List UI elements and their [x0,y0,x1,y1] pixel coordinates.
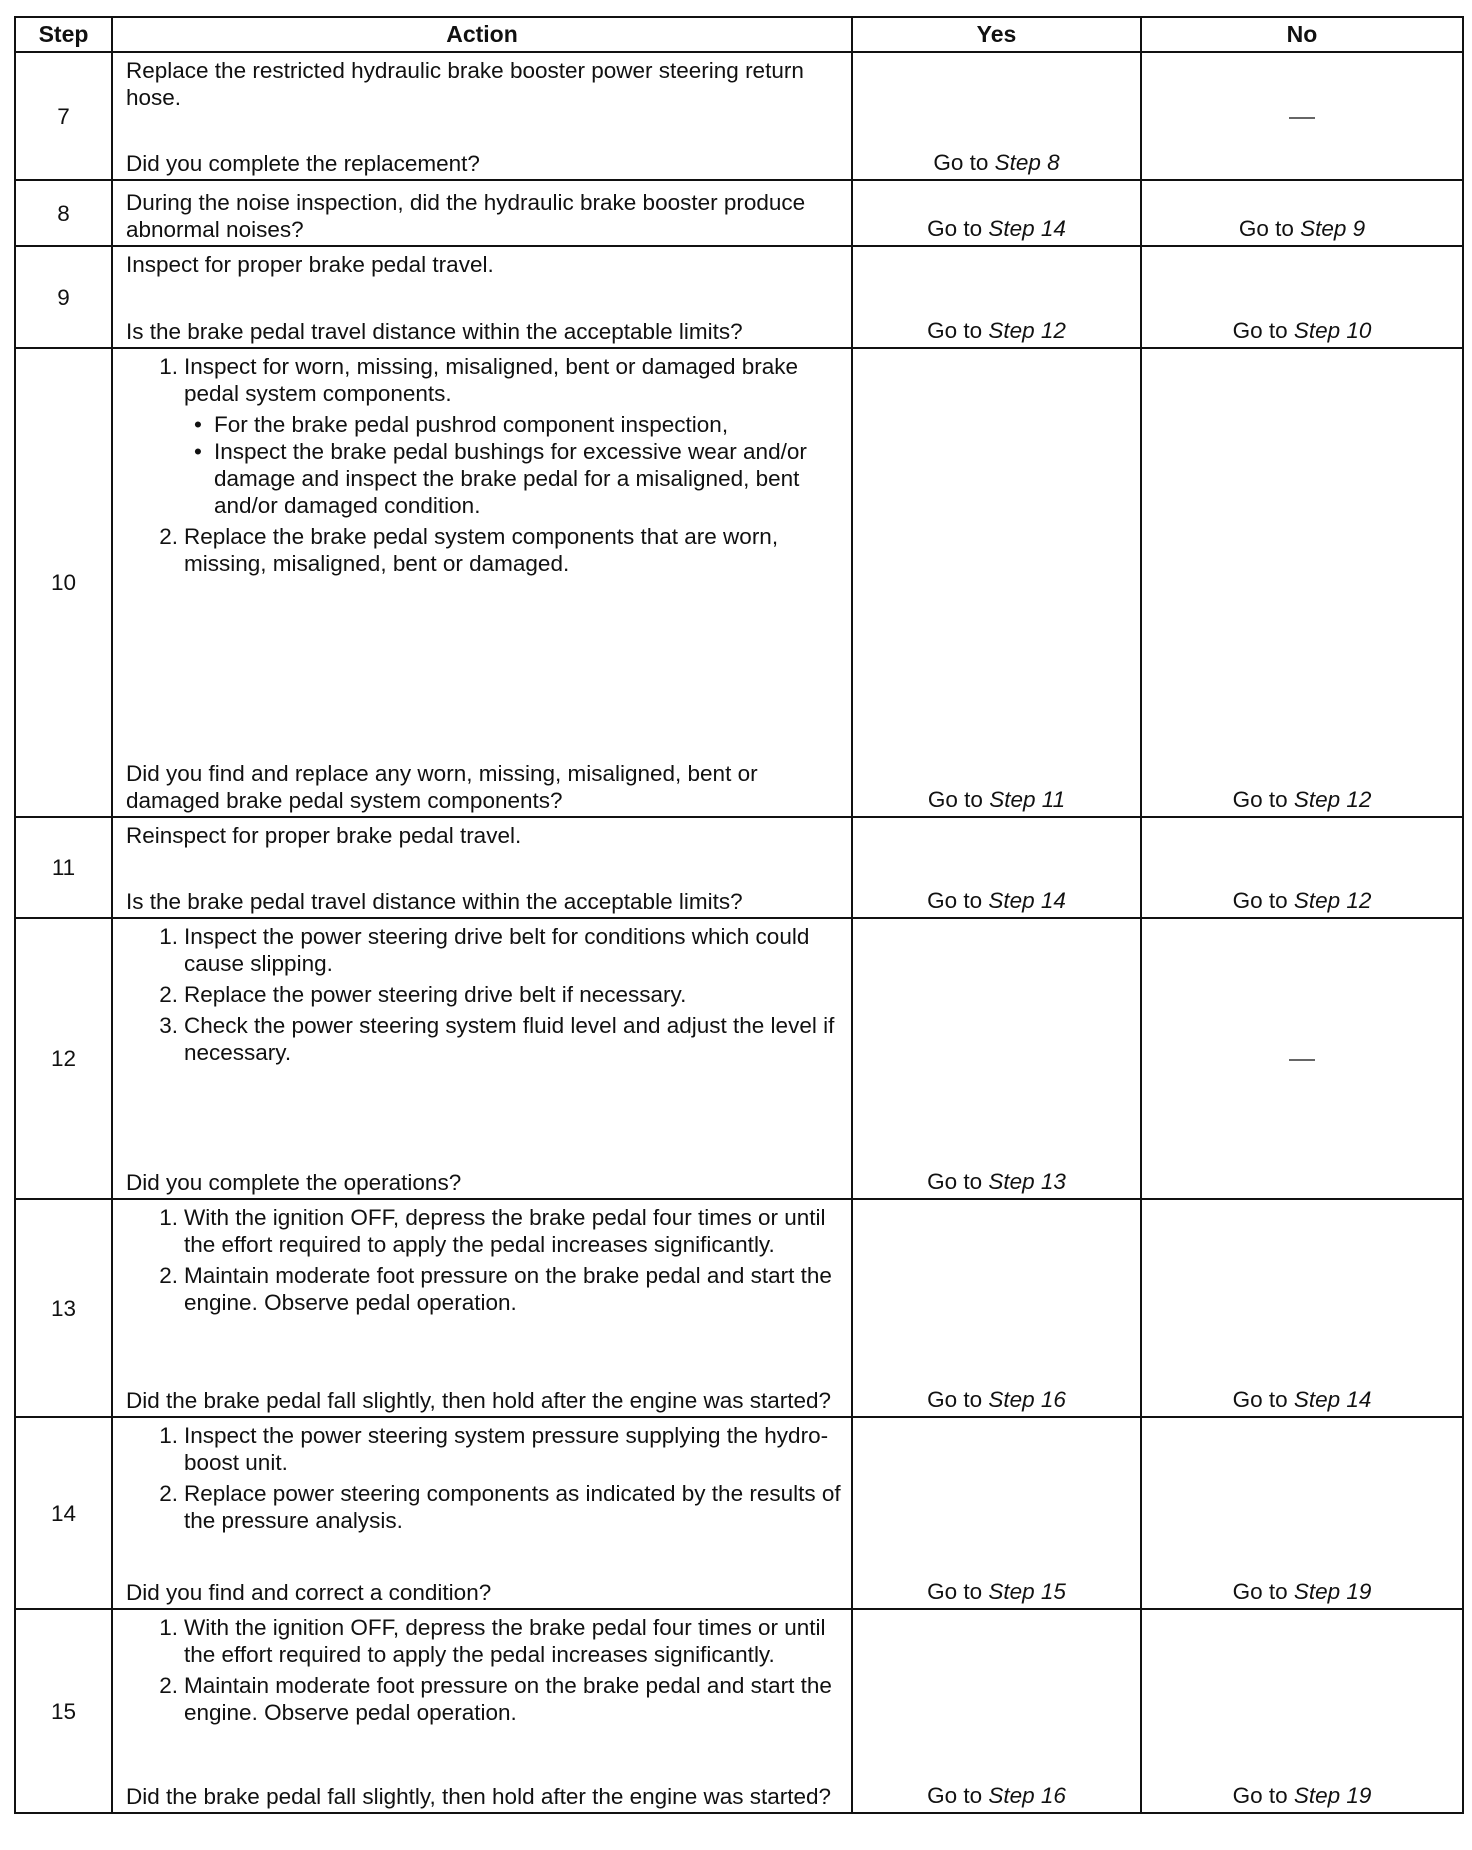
procedure-list [150,1614,841,1726]
header-yes: Yes [852,17,1141,52]
goto-prefix: Go to [927,1579,983,1604]
procedure-list [150,1422,841,1534]
item-number: 1. [159,354,178,379]
action-question: Is the brake pedal travel distance within the acceptable limits? [126,889,743,914]
item-number: 2. [159,1263,178,1288]
no-result-cell [1141,1417,1463,1609]
table-row [15,52,1463,180]
item-number: 1. [159,924,178,949]
item-text: Replace the brake pedal system components that are worn, missing, misaligned, bent or damaged. [184,524,779,576]
step-number: 14 [15,1417,112,1609]
step-number: 9 [15,246,112,348]
item-text: With the ignition OFF, depress the brake pedal four times or until the effort required to apply the pedal increases significantly. [184,1205,826,1257]
yes-result-cell [852,52,1141,180]
goto-step-link: Step 14 [1293,1387,1372,1412]
item-number: 1. [159,1423,178,1448]
step-number: 7 [15,52,112,180]
item-text: With the ignition OFF, depress the brake pedal four times or until the effort required to apply the pedal increases significantly. [184,1615,826,1667]
table-row [15,817,1463,918]
goto-step-link: Step 16 [988,1783,1066,1808]
no-result-cell [1141,348,1463,817]
action-instruction: Reinspect for proper brake pedal travel. [126,823,522,848]
yes-result-cell [852,180,1141,246]
bullet-list [184,411,841,519]
step-number: 15 [15,1609,112,1813]
no-result-cell [1141,180,1463,246]
item-number: 1. [159,1615,178,1640]
goto-prefix: Go to [927,888,983,913]
action-question: Did you complete the operations? [126,1170,462,1195]
goto-step-link: Step 9 [1300,216,1366,241]
procedure-item [150,1262,841,1316]
goto-prefix: Go to [933,150,989,175]
goto-step-link: Step 12 [988,318,1066,343]
no-result-cell [1141,817,1463,918]
goto-prefix: Go to [927,1169,983,1194]
action-question: Did the brake pedal fall slightly, then hold after the engine was started? [126,1388,832,1413]
yes-result-cell [852,817,1141,918]
goto-prefix: Go to [1238,216,1294,241]
bullet-item: • For the brake pedal pushrod component inspection, [184,411,841,438]
action-cell [112,817,852,918]
item-text: Inspect the power steering drive belt for conditions which could cause slipping. [184,924,810,976]
header-row [15,17,1463,52]
procedure-item [150,1672,841,1726]
procedure-item [150,1204,841,1258]
not-applicable-dash [1289,1059,1315,1061]
goto-prefix: Go to [1232,318,1288,343]
step-number: 13 [15,1199,112,1417]
no-result-cell [1141,52,1463,180]
item-text: Replace power steering components as indicated by the results of the pressure analysis. [184,1481,841,1533]
goto-step-link: Step 14 [988,888,1066,913]
item-text: Replace the power steering drive belt if necessary. [184,982,687,1007]
goto-step-link: Step 13 [988,1169,1066,1194]
procedure-item [150,981,841,1008]
table-row [15,1609,1463,1813]
procedure-list [150,353,841,577]
item-text: Check the power steering system fluid level and adjust the level if necessary. [184,1013,835,1065]
action-instruction: Replace the restricted hydraulic brake booster power steering return hose. [126,58,804,110]
step-number: 10 [15,348,112,817]
item-text: Maintain moderate foot pressure on the brake pedal and start the engine. Observe pedal operation. [184,1673,832,1725]
bullet-item: • Inspect the brake pedal bushings for excessive wear and/or damage and inspect the brake pedal for a misaligned, bent and/or damaged condition. [184,438,841,519]
action-cell [112,180,852,246]
action-cell [112,348,852,817]
table-row [15,918,1463,1199]
yes-result-cell [852,1199,1141,1417]
action-instruction: Inspect for proper brake pedal travel. [126,252,494,277]
procedure-item [150,1422,841,1476]
goto-step-link: Step 12 [1293,787,1372,812]
goto-prefix: Go to [927,787,983,812]
procedure-item [150,923,841,977]
item-number: 2. [159,982,178,1007]
item-text: Inspect for worn, missing, misaligned, bent or damaged brake pedal system components. [184,354,799,406]
goto-prefix: Go to [1232,1387,1288,1412]
action-cell [112,918,852,1199]
yes-result-cell [852,1417,1141,1609]
procedure-item [150,1480,841,1534]
action-question: Did you find and replace any worn, missing, misaligned, bent or damaged brake pedal system components? [126,761,758,813]
header-action: Action [112,17,852,52]
procedure-item [150,1012,841,1066]
goto-step-link: Step 19 [1293,1579,1372,1604]
goto-prefix: Go to [927,1783,983,1808]
action-question: Did the brake pedal fall slightly, then hold after the engine was started? [126,1784,832,1809]
action-question: Did you complete the replacement? [126,151,480,176]
procedure-item [150,1614,841,1668]
procedure-list [150,1204,841,1316]
goto-prefix: Go to [1232,787,1288,812]
goto-prefix: Go to [927,318,983,343]
goto-prefix: Go to [1232,888,1288,913]
table-row [15,348,1463,817]
step-number: 11 [15,817,112,918]
goto-step-link: Step 19 [1293,1783,1372,1808]
no-result-cell [1141,246,1463,348]
action-cell [112,1417,852,1609]
table-row [15,1417,1463,1609]
yes-result-cell [852,246,1141,348]
not-applicable-dash [1289,117,1315,119]
item-text: Maintain moderate foot pressure on the brake pedal and start the engine. Observe pedal operation. [184,1263,832,1315]
goto-step-link: Step 10 [1293,318,1372,343]
yes-result-cell [852,918,1141,1199]
yes-result-cell [852,1609,1141,1813]
item-text: Inspect the power steering system pressure supplying the hydro-boost unit. [184,1423,829,1475]
action-question: During the noise inspection, did the hydraulic brake booster produce abnormal noises? [126,190,806,242]
action-question: Is the brake pedal travel distance within the acceptable limits? [126,319,743,344]
goto-prefix: Go to [927,1387,983,1412]
goto-step-link: Step 16 [988,1387,1066,1412]
item-number: 2. [159,1673,178,1698]
procedure-item [150,523,841,577]
step-number: 8 [15,180,112,246]
procedure-list [150,923,841,1066]
goto-step-link: Step 12 [1293,888,1372,913]
item-number: 1. [159,1205,178,1230]
table-row [15,180,1463,246]
goto-prefix: Go to [1232,1783,1288,1808]
no-result-cell [1141,918,1463,1199]
yes-result-cell [852,348,1141,817]
header-no: No [1141,17,1463,52]
header-step: Step [15,17,112,52]
step-number: 12 [15,918,112,1199]
action-cell [112,246,852,348]
item-number: 2. [159,524,178,549]
goto-prefix: Go to [927,216,983,241]
procedure-item [150,353,841,519]
no-result-cell [1141,1609,1463,1813]
action-cell [112,1609,852,1813]
table-row [15,246,1463,348]
goto-step-link: Step 15 [988,1579,1066,1604]
goto-prefix: Go to [1232,1579,1288,1604]
item-number: 2. [159,1481,178,1506]
item-number: 3. [159,1013,178,1038]
table-row [15,1199,1463,1417]
goto-step-link: Step 11 [989,787,1066,812]
action-cell [112,52,852,180]
diagnostic-table [14,16,1464,1814]
goto-step-link: Step 8 [994,150,1060,175]
action-cell [112,1199,852,1417]
action-question: Did you find and correct a condition? [126,1580,492,1605]
no-result-cell [1141,1199,1463,1417]
goto-step-link: Step 14 [988,216,1066,241]
